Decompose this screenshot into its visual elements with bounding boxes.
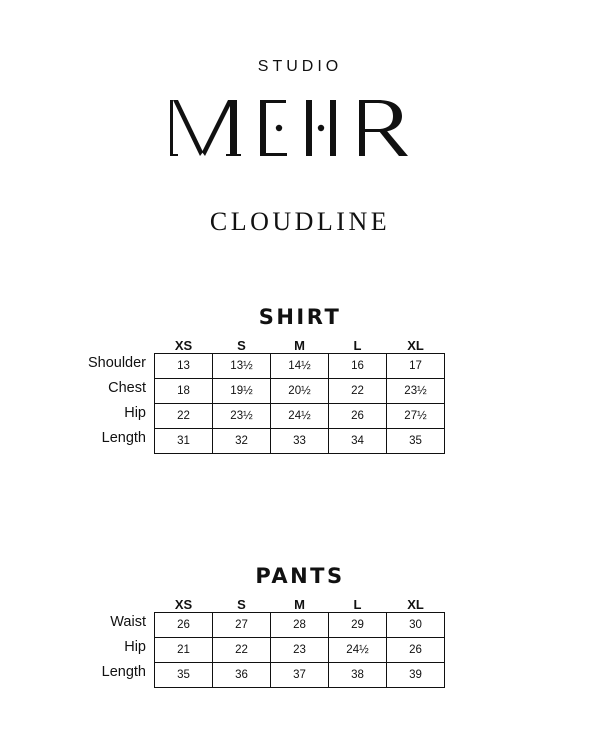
collection-name: CLOUDLINE (209, 207, 391, 236)
size-header: L (353, 338, 362, 353)
size-header: XS (174, 338, 193, 353)
measurement-cell: 16 (329, 354, 387, 379)
measurement-cell: 33 (271, 429, 329, 454)
shirt-size-header-row (78, 336, 445, 354)
table-row (78, 404, 445, 429)
measurement-cell: 29 (329, 613, 387, 638)
measurement-cell: 23½ (213, 404, 271, 429)
measurement-cell: 19½ (213, 379, 271, 404)
measurement-cell: 17 (387, 354, 445, 379)
measurement-cell: 22 (155, 404, 213, 429)
measurement-cell: 31 (155, 429, 213, 454)
measurement-cell: 24½ (271, 404, 329, 429)
measurement-cell: 26 (387, 638, 445, 663)
measurement-cell: 30 (387, 613, 445, 638)
measurement-cell: 23½ (387, 379, 445, 404)
measurement-cell: 13½ (213, 354, 271, 379)
measurement-cell: 23 (271, 638, 329, 663)
table-row (78, 638, 445, 663)
measurement-cell: 26 (155, 613, 213, 638)
table-row (78, 663, 445, 688)
measurement-cell: 34 (329, 429, 387, 454)
measurement-cell: 36 (213, 663, 271, 688)
row-label: Hip (124, 638, 146, 655)
brand-studio-label: STUDIO (257, 58, 343, 75)
table-row (78, 379, 445, 404)
measurement-cell: 22 (329, 379, 387, 404)
row-label: Chest (108, 379, 146, 396)
shirt-title: SHIRT (258, 305, 342, 329)
measurement-cell: 22 (213, 638, 271, 663)
measurement-cell: 18 (155, 379, 213, 404)
measurement-cell: 35 (387, 429, 445, 454)
measurement-cell: 35 (155, 663, 213, 688)
pants-size-header-row (78, 595, 445, 613)
row-label: Length (101, 429, 146, 446)
table-row (78, 613, 445, 638)
measurement-cell: 14½ (271, 354, 329, 379)
measurement-cell: 38 (329, 663, 387, 688)
size-header: S (237, 597, 246, 612)
row-label: Shoulder (87, 354, 146, 371)
size-header: XS (174, 597, 193, 612)
row-label: Length (101, 663, 146, 680)
measurement-cell: 27 (213, 613, 271, 638)
table-row (78, 354, 445, 379)
table-row (78, 429, 445, 454)
size-header: M (294, 338, 305, 353)
brand-logo-wordmark (170, 88, 430, 168)
size-header: XL (407, 597, 424, 612)
shirt-size-table (78, 336, 445, 454)
size-header: XL (407, 338, 424, 353)
pants-size-table (78, 595, 445, 688)
measurement-cell: 39 (387, 663, 445, 688)
measurement-cell: 13 (155, 354, 213, 379)
brand-logo (0, 88, 600, 168)
size-header: L (353, 597, 362, 612)
row-label: Waist (110, 613, 146, 630)
pants-title: PANTS (255, 564, 345, 588)
measurement-cell: 37 (271, 663, 329, 688)
measurement-cell: 24½ (329, 638, 387, 663)
size-header: M (294, 597, 305, 612)
size-header: S (237, 338, 246, 353)
measurement-cell: 32 (213, 429, 271, 454)
measurement-cell: 20½ (271, 379, 329, 404)
measurement-cell: 27½ (387, 404, 445, 429)
row-label: Hip (124, 404, 146, 421)
measurement-cell: 28 (271, 613, 329, 638)
measurement-cell: 26 (329, 404, 387, 429)
measurement-cell: 21 (155, 638, 213, 663)
